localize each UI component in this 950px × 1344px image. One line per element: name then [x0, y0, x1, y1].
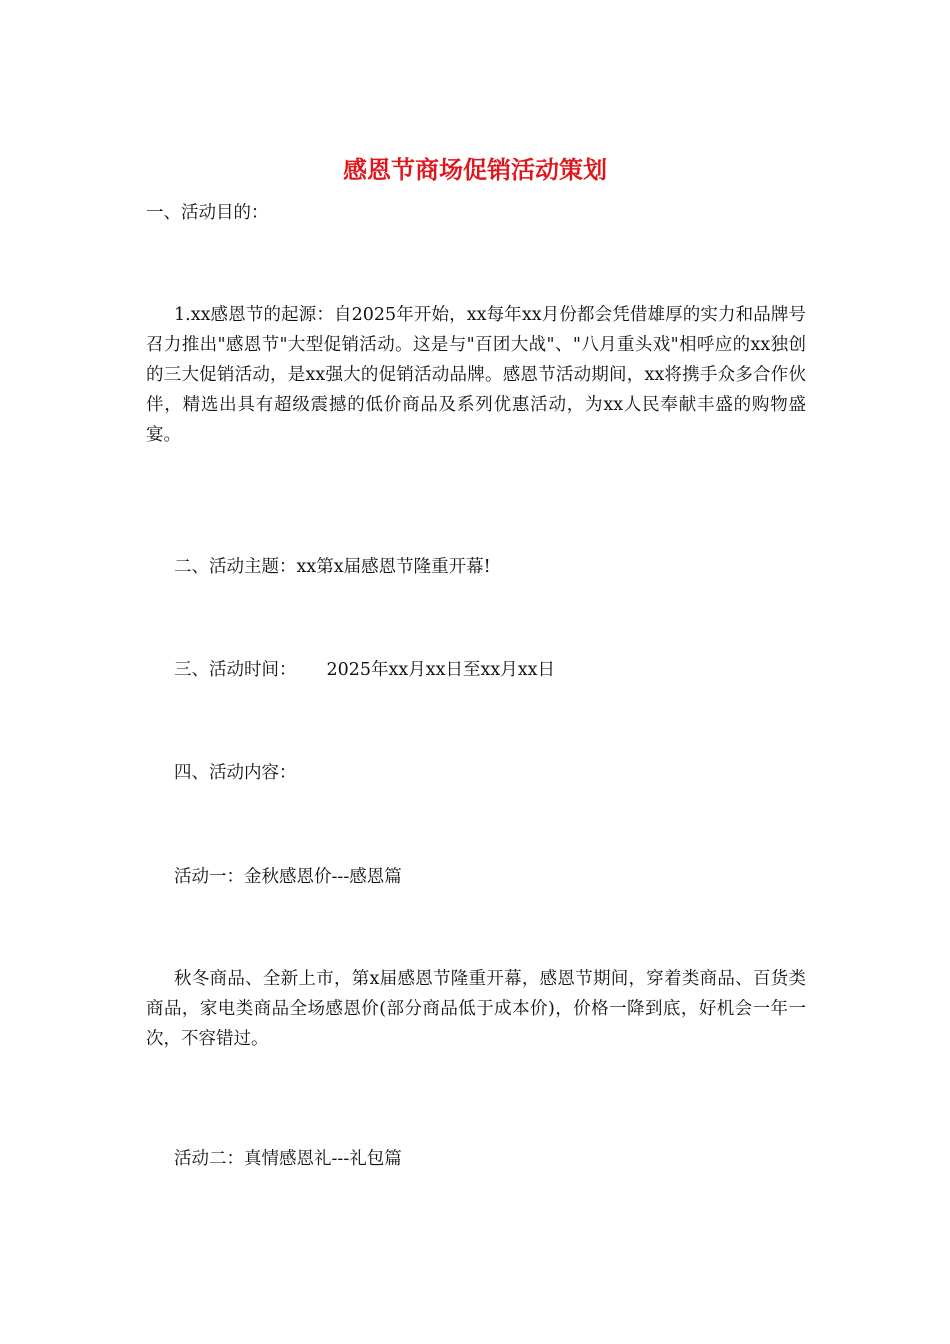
paragraph-origin: 1.xx感恩节的起源：自2025年开始，xx每年xx月份都会凭借雄厚的实力和品牌号召力推出"感恩节"大型促销活动。这是与"百团大战"、"八月重头戏"相呼应的xx独创的三大促销活动，是xx强大的促销活动品牌。感恩节活动期间，xx将携手众多合作伙伴，精选出具有超级震撼的低价商品及系列优惠活动，为xx人民奉献丰盛的购物盛宴。 [146, 305, 806, 445]
activity1-heading: 活动一：金秋感恩价---感恩篇 [174, 867, 402, 887]
section4-heading: 四、活动内容： [174, 763, 297, 783]
section3-value: 2025年xx月xx日至xx月xx日 [326, 660, 555, 680]
section2-theme: 二、活动主题：xx第x届感恩节隆重开幕! [174, 557, 491, 577]
section3-label: 三、活动时间： [174, 660, 297, 680]
section3-time [174, 657, 834, 683]
section1-heading: 一、活动目的： [146, 203, 269, 223]
activity1-body: 秋冬商品、全新上市，第x届感恩节隆重开幕，感恩节期间，穿着类商品、百货类商品，家电类商品全场感恩价(部分商品低于成本价)，价格一降到底，好机会一年一次，不容错过。 [146, 969, 806, 1049]
document-title: 感恩节商场促销活动策划 [343, 155, 607, 184]
activity2-heading: 活动二：真情感恩礼---礼包篇 [174, 1149, 402, 1169]
